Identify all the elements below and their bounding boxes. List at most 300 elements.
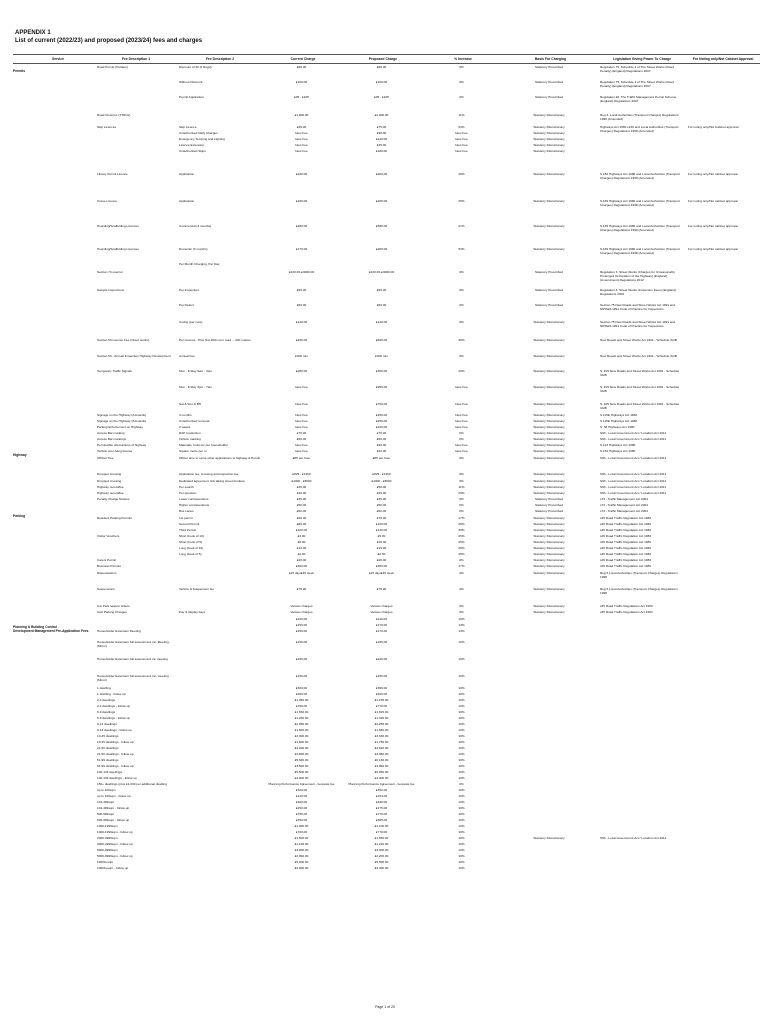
cell-fee-description-2: Mon - Friday 4pm - 7am bbox=[179, 385, 213, 389]
cell-percent-increase: 0% bbox=[459, 288, 464, 292]
cell-legislation: Reg 4. Local Authorities (Transport Charges) Regulations 1998 (Amended) bbox=[600, 113, 679, 121]
cell-proposed-charge: £385.00 bbox=[375, 818, 388, 822]
cell-percent-increase: 10% bbox=[458, 770, 465, 774]
table-row bbox=[13, 528, 760, 533]
cell-percent-increase: 0% bbox=[459, 354, 464, 358]
cell-legislation: S93 - Local Government Act / Localism Act 2011 bbox=[600, 431, 667, 435]
table-row bbox=[13, 199, 760, 211]
cell-fee-description-1: 500-999sqm - follow up bbox=[97, 818, 130, 822]
cell-proposed-charge: £50.00 bbox=[376, 503, 387, 507]
table-row bbox=[13, 540, 760, 545]
table-row bbox=[13, 320, 760, 332]
cell-fee-description-2: 2 weeks bbox=[179, 425, 191, 429]
cell-percent-increase: New Fee bbox=[455, 419, 468, 423]
table-row bbox=[13, 65, 760, 77]
table-row bbox=[13, 113, 760, 125]
cell-percent-increase: 0% bbox=[459, 320, 464, 324]
cell-fee-description-1: Road Closures (TTROs) bbox=[97, 113, 131, 117]
cell-current-charge: £100.00 bbox=[295, 80, 308, 84]
cell-fee-description-1: Signage on the Highway (A-boards) bbox=[97, 419, 147, 423]
cell-fee-description-1: Householder Extension Meeting bbox=[97, 629, 141, 633]
cell-fee-description-2: Per search bbox=[179, 485, 194, 489]
cell-noting: For noting only/Not cabinet approval bbox=[688, 247, 738, 251]
cell-legislation: S93 - Local Government Act / Localism Act 2011 bbox=[600, 491, 667, 495]
cell-legislation: Reg 5 Local Authorities (Transport Charges) Regulations 1998 bbox=[600, 571, 678, 579]
cell-percent-increase: 10% bbox=[458, 728, 465, 732]
cell-current-charge: New Fee bbox=[295, 385, 308, 389]
cell-current-charge: New Fee bbox=[295, 402, 308, 406]
cell-fee-description-1: 1 dwelling - follow up bbox=[97, 692, 126, 696]
cell-fee-description-2: Skip Licence bbox=[179, 125, 197, 129]
cell-percent-increase: 10% bbox=[458, 746, 465, 750]
table-row bbox=[13, 640, 760, 652]
cell-basis-for-charging: Statutory Discretionary bbox=[533, 320, 565, 324]
cell-current-charge: £150.00 bbox=[295, 674, 308, 678]
cell-fee-description-1: Householder Extension full assessment inc meeting bbox=[97, 657, 168, 661]
cell-legislation: Section 75 New Roads and Street Works Act 1991 and NRSWA 1991 Code of Practice for Inspections bbox=[600, 320, 676, 328]
cell-basis-for-charging: Statutory Discretionary bbox=[533, 113, 565, 117]
table-header-row bbox=[13, 54, 760, 64]
table-row bbox=[13, 503, 760, 508]
table-row bbox=[13, 800, 760, 805]
cell-fee-description-2: Lower contraventions bbox=[179, 497, 209, 501]
cell-fee-description-1: Visitor Vouchers bbox=[97, 534, 120, 538]
cell-current-charge: £160.00 bbox=[295, 172, 308, 176]
cell-basis-for-charging: Statutory Discretionary bbox=[533, 491, 565, 495]
cell-proposed-charge: £580.00 bbox=[375, 224, 388, 228]
cell-proposed-charge: £75.00 bbox=[376, 125, 387, 129]
cell-fee-description-1: Business Permits bbox=[97, 564, 121, 568]
cell-percent-increase: 0% bbox=[459, 503, 464, 507]
cell-percent-increase: 17% bbox=[458, 564, 465, 568]
cell-current-charge: £35.00 bbox=[296, 497, 307, 501]
cell-current-charge: £480.00 bbox=[295, 224, 308, 228]
cell-percent-increase: New Fee bbox=[455, 131, 468, 135]
cell-fee-description-1: Highway record/fee bbox=[97, 485, 124, 489]
cell-basis-for-charging: Statutory Discretionary bbox=[533, 456, 565, 460]
cell-proposed-charge: £1000 - £5000 bbox=[371, 479, 392, 483]
table-row bbox=[13, 692, 760, 697]
cell-percent-increase: 10% bbox=[458, 848, 465, 852]
cell-proposed-charge: £352.00 bbox=[375, 788, 388, 792]
cell-proposed-charge: £2,200.00 bbox=[374, 854, 389, 858]
cell-fee-description-2: Short (book of 10) bbox=[179, 534, 204, 538]
cell-fee-description-2: Domestic (3 months) bbox=[179, 247, 208, 251]
cell-current-charge: £2,800.00 bbox=[294, 752, 309, 756]
cell-legislation: Reg 5 Local Authorities (Transport Charges) Regulations 1998 bbox=[600, 587, 678, 595]
cell-percent-increase: 0% bbox=[459, 431, 464, 435]
cell-proposed-charge: £35 - £105 bbox=[374, 95, 389, 99]
cell-legislation: Regulation 26. The Traffic Management Permit Scheme (England) Regulations 2007 bbox=[600, 95, 677, 103]
table-row bbox=[13, 623, 760, 628]
cell-current-charge: £1,650.00 bbox=[294, 710, 309, 714]
cell-percent-increase: 0% bbox=[459, 782, 464, 786]
page-number: Page 1 of 20 bbox=[375, 1005, 395, 1009]
cell-fee-description-1: 2-4 dwellings - follow up bbox=[97, 704, 131, 708]
cell-proposed-charge: £2.50 bbox=[377, 552, 386, 556]
table-row bbox=[13, 425, 760, 430]
cell-proposed-charge: £300 min bbox=[375, 354, 388, 358]
cell-current-charge: £70.00 bbox=[296, 431, 307, 435]
column-header-percent-increase: % Increase bbox=[454, 57, 472, 61]
cell-basis-for-charging: Statutory Discretionary bbox=[533, 419, 565, 423]
cell-percent-increase: 25% bbox=[458, 522, 465, 526]
cell-percent-increase: 0% bbox=[459, 456, 464, 460]
cell-proposed-charge: £100.00 bbox=[375, 522, 388, 526]
cell-proposed-charge: £85 per hour bbox=[372, 456, 391, 460]
table-row bbox=[13, 449, 760, 454]
cell-fee-description-1: 2000-4999sqm - follow up bbox=[97, 842, 133, 846]
cell-percent-increase: 10% bbox=[458, 686, 465, 690]
cell-fee-description-2: Unauthorised removal bbox=[179, 419, 210, 423]
cell-proposed-charge: £770.00 bbox=[375, 812, 388, 816]
cell-current-charge: £200.00 bbox=[295, 692, 308, 696]
table-row bbox=[13, 604, 760, 609]
cell-current-charge: Planning Performance Agreement - bespoke fee bbox=[268, 782, 335, 786]
column-header-fee-description-1: Fee Description 1 bbox=[121, 57, 151, 61]
cell-current-charge: £60.00 bbox=[296, 65, 307, 69]
cell-legislation: S. 105 New Roads and Street Works Act 1991 - Schedule 3A/B bbox=[600, 385, 680, 393]
cell-percent-increase: 0% bbox=[459, 587, 464, 591]
cell-percent-increase: 10% bbox=[458, 704, 465, 708]
cell-fee-description-1: 21-50 dwellings - follow up bbox=[97, 752, 134, 756]
cell-fee-description-2: Long (book of 5) bbox=[179, 552, 202, 556]
cell-legislation: S.169 Highways Act 1980 and Local Authorities (Transport Charges) Regulations 1998 (Amended) bbox=[600, 247, 680, 255]
cell-current-charge: £100.00 bbox=[295, 617, 308, 621]
cell-legislation: s45 Road Traffic Regulation Act 1984 bbox=[600, 522, 652, 526]
cell-fee-description-2: Application fee, crossing and inspection fee bbox=[179, 472, 239, 476]
cell-fee-description-2: Vehicle & Suspension fee bbox=[179, 587, 215, 591]
cell-fee-description-1: 5000-9999sqm bbox=[97, 848, 118, 852]
cell-proposed-charge: £3,850.00 bbox=[374, 764, 389, 768]
cell-fee-description-1: Section 50 Licence Fee (street works) bbox=[97, 338, 149, 342]
cell-proposed-charge: £825 - £1250 bbox=[372, 472, 391, 476]
cell-percent-increase: 10% bbox=[458, 824, 465, 828]
cell-percent-increase: 0% bbox=[459, 472, 464, 476]
cell-legislation: Regulation 75, Schedule 2 of The Street Works (Fixed Penalty) (England) Regulations 2007 bbox=[600, 65, 675, 73]
cell-percent-increase: New Fee bbox=[455, 443, 468, 447]
cell-current-charge: £75.00 bbox=[296, 587, 307, 591]
cell-fee-description-1: Dropped crossing bbox=[97, 479, 122, 483]
cell-fee-description-2: Square metre per m bbox=[179, 449, 207, 453]
cell-fee-description-1: 10-25 dwellings - follow up bbox=[97, 740, 134, 744]
cell-basis-for-charging: Statutory Prescribed bbox=[534, 95, 564, 99]
column-header-fee-description-2: Fee Description 2 bbox=[205, 57, 235, 61]
column-header-noting: For Noting only/Not Cabinet Approval bbox=[692, 57, 754, 61]
cell-legislation: S93 - Local Government Act / Localism Act 2011 bbox=[600, 437, 667, 441]
section-label: Highway bbox=[13, 453, 27, 457]
cell-current-charge: £5,600.00 bbox=[294, 758, 309, 762]
cell-fee-description-1: Section 74 overrun bbox=[97, 270, 123, 274]
cell-proposed-charge: £3,300.00 bbox=[374, 776, 389, 780]
cell-legislation: s73 - Traffic Management Act 2004 bbox=[600, 509, 648, 513]
cell-current-charge: £825 - £1250 bbox=[292, 472, 311, 476]
cell-proposed-charge: £1,650.00 bbox=[374, 728, 389, 732]
cell-basis-for-charging: Statutory Discretionary bbox=[533, 528, 565, 532]
section-label: Permits bbox=[13, 69, 26, 73]
cell-percent-increase: 25% bbox=[458, 540, 465, 544]
cell-basis-for-charging: Statutory Prescribed bbox=[534, 509, 564, 513]
table-row bbox=[13, 303, 760, 315]
cell-proposed-charge: £3,630.00 bbox=[374, 734, 389, 738]
cell-percent-increase: 10% bbox=[458, 657, 465, 661]
cell-current-charge: £49.00 bbox=[296, 125, 307, 129]
cell-current-charge: £8.00 bbox=[297, 540, 306, 544]
cell-current-charge: £50.00 bbox=[296, 303, 307, 307]
table-row bbox=[13, 806, 760, 811]
cell-legislation: S93 - Local Government Act / Localism Act 2011 bbox=[600, 836, 667, 840]
table-row bbox=[13, 674, 760, 686]
cell-basis-for-charging: Statutory Discretionary bbox=[533, 172, 565, 176]
cell-percent-increase: New Fee bbox=[455, 137, 468, 141]
cell-fee-description-2: 1st permit bbox=[179, 516, 193, 520]
cell-fee-description-1: 100-149 dwellings - follow up bbox=[97, 776, 137, 780]
cell-percent-increase: 10% bbox=[458, 692, 465, 696]
cell-proposed-charge: £6,050.00 bbox=[374, 770, 389, 774]
table-row bbox=[13, 516, 760, 521]
cell-current-charge: £1,800.00 bbox=[294, 113, 309, 117]
cell-percent-increase: 10% bbox=[458, 698, 465, 702]
cell-percent-increase: 25% bbox=[458, 172, 465, 176]
cell-proposed-charge: £25.00 bbox=[376, 491, 387, 495]
table-row bbox=[13, 497, 760, 502]
cell-fee-description-2: 3 months bbox=[179, 413, 192, 417]
cell-current-charge: £2,000.00 bbox=[294, 854, 309, 858]
table-row bbox=[13, 143, 760, 148]
cell-fee-description-1: Section 50 - Annual Inspection Highway Development bbox=[97, 354, 171, 358]
table-row bbox=[13, 552, 760, 557]
cell-percent-increase: 10% bbox=[458, 854, 465, 858]
cell-current-charge: £300.00 bbox=[295, 564, 308, 568]
table-row bbox=[13, 131, 760, 136]
cell-current-charge: £1,100.00 bbox=[294, 842, 309, 846]
cell-fee-description-2: Without Discount bbox=[179, 80, 203, 84]
column-header-basis-for-charging: Basis For Charging bbox=[534, 57, 567, 61]
table-row bbox=[13, 571, 760, 583]
cell-percent-increase: 10% bbox=[458, 860, 465, 864]
table-row bbox=[13, 746, 760, 751]
cell-percent-increase: 25% bbox=[458, 199, 465, 203]
cell-proposed-charge: £2,000.00 bbox=[374, 113, 389, 117]
cell-proposed-charge: £50.00 bbox=[376, 509, 387, 513]
cell-noting: For noting only/Not cabinet approval bbox=[688, 199, 738, 203]
cell-legislation: S.143 Highways Act 1980 bbox=[600, 443, 636, 447]
cell-noting: For noting only/Not cabinet approval bbox=[688, 224, 738, 228]
cell-current-charge: £170.00 bbox=[295, 247, 308, 251]
cell-fee-description-1: 2000-4999sqm bbox=[97, 836, 118, 840]
cell-percent-increase: 10% bbox=[458, 716, 465, 720]
cell-fee-description-2: Per Defect bbox=[179, 303, 194, 307]
cell-percent-increase: 0% bbox=[459, 509, 464, 513]
cell-current-charge: New Fee bbox=[295, 143, 308, 147]
cell-fee-description-1: 101-499sqm bbox=[97, 800, 115, 804]
cell-current-charge: £150.00 bbox=[295, 629, 308, 633]
table-row bbox=[13, 794, 760, 799]
cell-fee-description-1: Carers Permit bbox=[97, 558, 117, 562]
table-row bbox=[13, 716, 760, 721]
cell-legislation: Regulation 75, Schedule 2 of The Street Works (Fixed Penalty) (England) Regulations 2007 bbox=[600, 80, 675, 88]
cell-percent-increase: New Fee bbox=[455, 413, 468, 417]
cell-basis-for-charging: Statutory Discretionary bbox=[533, 143, 565, 147]
cell-legislation: Regulation 3, Street Works (Inspection Fees) (England) Regulations 2002 bbox=[600, 288, 676, 296]
table-row bbox=[13, 740, 760, 745]
cell-legislation: s73 - Traffic Management Act 2004 bbox=[600, 503, 648, 507]
cell-legislation: s73 - Traffic Management Act 2004 bbox=[600, 497, 648, 501]
cell-current-charge: New Fee bbox=[295, 413, 308, 417]
cell-percent-increase: 10% bbox=[458, 617, 465, 621]
cell-basis-for-charging: Statutory Prescribed bbox=[534, 65, 564, 69]
cell-proposed-charge: £1,815.00 bbox=[374, 710, 389, 714]
cell-current-charge: £50.00 bbox=[296, 288, 307, 292]
cell-basis-for-charging: Statutory Discretionary bbox=[533, 413, 565, 417]
cell-basis-for-charging: Statutory Prescribed bbox=[534, 497, 564, 501]
table-row bbox=[13, 338, 760, 350]
section-label: Planning & Building Control bbox=[13, 625, 57, 629]
cell-proposed-charge: £220.00 bbox=[375, 692, 388, 696]
cell-fee-description-1: 51-99 dwellings bbox=[97, 758, 119, 762]
cell-proposed-charge: £3,080.00 bbox=[374, 752, 389, 756]
table-row bbox=[13, 149, 760, 154]
cell-percent-increase: 25% bbox=[458, 552, 465, 556]
table-row bbox=[13, 587, 760, 599]
cell-proposed-charge: £98.00 bbox=[376, 131, 387, 135]
table-row bbox=[13, 758, 760, 763]
cell-percent-increase: 10% bbox=[458, 734, 465, 738]
cell-legislation: New Roads and Street Works Act 1991 - Schedule 3A/B bbox=[600, 354, 677, 358]
cell-current-charge: £160.00 bbox=[295, 199, 308, 203]
cell-percent-increase: 10% bbox=[458, 794, 465, 798]
cell-legislation: S. 38 Highways Act 1980 bbox=[600, 425, 635, 429]
cell-percent-increase: 25% bbox=[458, 546, 465, 550]
cell-fee-description-1: 1 dwelling bbox=[97, 686, 111, 690]
cell-current-charge: £1,500.00 bbox=[294, 836, 309, 840]
cell-basis-for-charging: Statutory Discretionary bbox=[533, 425, 565, 429]
cell-percent-increase: 10% bbox=[458, 806, 465, 810]
cell-fee-description-1: Civil Parking Charges bbox=[97, 610, 127, 614]
cell-current-charge: £150.00 bbox=[295, 623, 308, 627]
cell-basis-for-charging: Statutory Discretionary bbox=[533, 443, 565, 447]
cell-percent-increase: 29% bbox=[458, 369, 465, 373]
cell-current-charge: £5,000.00 bbox=[294, 860, 309, 864]
cell-percent-increase: 10% bbox=[458, 800, 465, 804]
table-row bbox=[13, 522, 760, 527]
cell-proposed-charge: £170.00 bbox=[375, 629, 388, 633]
cell-fee-description-1: Parking Enforcement on Highway bbox=[97, 425, 143, 429]
cell-basis-for-charging: Statutory Discretionary bbox=[533, 402, 565, 406]
cell-percent-increase: 0% bbox=[459, 497, 464, 501]
table-row bbox=[13, 443, 760, 448]
cell-proposed-charge: £165.00 bbox=[375, 640, 388, 644]
cell-basis-for-charging: Statutory Discretionary bbox=[533, 546, 565, 550]
cell-proposed-charge: £100.00 bbox=[375, 425, 388, 429]
table-row bbox=[13, 270, 760, 282]
cell-current-charge: £15 day/£35 week bbox=[288, 571, 315, 575]
table-row bbox=[13, 860, 760, 865]
cell-current-charge: £4,200.00 bbox=[294, 746, 309, 750]
cell-percent-increase: 17% bbox=[458, 516, 465, 520]
table-row bbox=[13, 866, 760, 871]
cell-percent-increase: 53% bbox=[458, 247, 465, 251]
cell-percent-increase: 0% bbox=[459, 571, 464, 575]
cell-fee-description-1: Permissible obstructions of highway bbox=[97, 443, 147, 447]
cell-current-charge: £4.00 bbox=[297, 534, 306, 538]
cell-fee-description-1: 21-50 dwellings bbox=[97, 746, 119, 750]
cell-fee-description-2: Per Inspection bbox=[179, 288, 199, 292]
cell-basis-for-charging: Statutory Discretionary bbox=[533, 558, 565, 562]
cell-basis-for-charging: Statutory Discretionary bbox=[533, 224, 565, 228]
cell-proposed-charge: £35.00 bbox=[376, 497, 387, 501]
cell-percent-increase: New Fee bbox=[455, 385, 468, 389]
cell-legislation: S93 - Local Government Act / Localism Act 2011 bbox=[600, 456, 667, 460]
cell-percent-increase: New Fee bbox=[455, 449, 468, 453]
cell-legislation: New Roads and Street Works Act 1991 - Schedule 3A/B bbox=[600, 338, 677, 342]
cell-basis-for-charging: Statutory Prescribed bbox=[534, 288, 564, 292]
cell-fee-description-1: 51-99 dwellings - follow up bbox=[97, 764, 134, 768]
cell-legislation: s45 Road Traffic Regulation Act 1984 bbox=[600, 558, 652, 562]
cell-proposed-charge: £180.00 bbox=[375, 149, 388, 153]
cell-current-charge: £3,500.00 bbox=[294, 764, 309, 768]
cell-fee-description-1: Hoarding/Scaffolding Licences bbox=[97, 247, 139, 251]
cell-legislation: s45 Road Traffic Regulation Act 1984 bbox=[600, 516, 652, 520]
cell-fee-description-1: Suspensions bbox=[97, 587, 115, 591]
cell-legislation: Highways Act 1980 s139 and Local Authorities (Transport Charges) Regulations 1998 (Amended) bbox=[600, 125, 679, 133]
cell-basis-for-charging: Statutory Discretionary bbox=[533, 836, 565, 840]
cell-current-charge: £20.00 bbox=[296, 558, 307, 562]
cell-proposed-charge: £2,255.00 bbox=[374, 722, 389, 726]
cell-percent-increase: New Fee bbox=[455, 143, 468, 147]
cell-percent-increase: 0% bbox=[459, 479, 464, 483]
cell-fee-description-1: Householder Extension full assessment inc. meeting - (Minor) bbox=[97, 674, 171, 682]
cell-proposed-charge: Various charges bbox=[370, 610, 393, 614]
cell-proposed-charge: £275.00 bbox=[375, 806, 388, 810]
cell-percent-increase: 0% bbox=[459, 65, 464, 69]
cell-current-charge: £700.00 bbox=[295, 830, 308, 834]
cell-percent-increase: 25% bbox=[458, 534, 465, 538]
cell-percent-increase: 0% bbox=[459, 437, 464, 441]
cell-percent-increase: 30% bbox=[458, 338, 465, 342]
cell-current-charge: £3,000.00 bbox=[294, 776, 309, 780]
cell-current-charge: New Fee bbox=[295, 137, 308, 141]
cell-proposed-charge: £90.00 bbox=[376, 443, 387, 447]
cell-basis-for-charging: Statutory Discretionary bbox=[533, 571, 565, 575]
cell-proposed-charge: £130.00 bbox=[375, 528, 388, 532]
cell-proposed-charge: £50.00 bbox=[376, 288, 387, 292]
cell-fee-description-1: up to 100sqm - follow up bbox=[97, 794, 131, 798]
cell-percent-increase: 10% bbox=[458, 640, 465, 644]
cell-proposed-charge: £600.00 bbox=[375, 338, 388, 342]
cell-fee-description-1: 2-4 dwellings bbox=[97, 698, 116, 702]
table-row bbox=[13, 419, 760, 424]
cell-fee-description-2: Higher contraventions bbox=[179, 503, 210, 507]
cell-fee-description-2: Emergency Temping and Lighting bbox=[179, 137, 225, 141]
table-row bbox=[13, 413, 760, 418]
cell-current-charge: £80.00 bbox=[296, 522, 307, 526]
cell-basis-for-charging: Statutory Discretionary bbox=[533, 369, 565, 373]
cell-proposed-charge: £120.00 bbox=[375, 320, 388, 324]
column-header-proposed-charge: Proposed Charge bbox=[368, 57, 398, 61]
cell-basis-for-charging: Statutory Discretionary bbox=[533, 437, 565, 441]
cell-proposed-charge: £170.00 bbox=[375, 623, 388, 627]
cell-fee-description-1: 100-149 dwellings bbox=[97, 770, 122, 774]
table-row bbox=[13, 734, 760, 739]
cell-legislation: S93 - Local Government Act / Localism Act 2011 bbox=[600, 479, 667, 483]
cell-basis-for-charging: Statutory Discretionary bbox=[533, 149, 565, 153]
cell-proposed-charge: £50.00 bbox=[376, 437, 387, 441]
table-row bbox=[13, 770, 760, 775]
cell-current-charge: £2.00 bbox=[297, 552, 306, 556]
cell-fee-description-2: Licence Extension bbox=[179, 143, 205, 147]
cell-basis-for-charging: Statutory Discretionary bbox=[533, 247, 565, 251]
